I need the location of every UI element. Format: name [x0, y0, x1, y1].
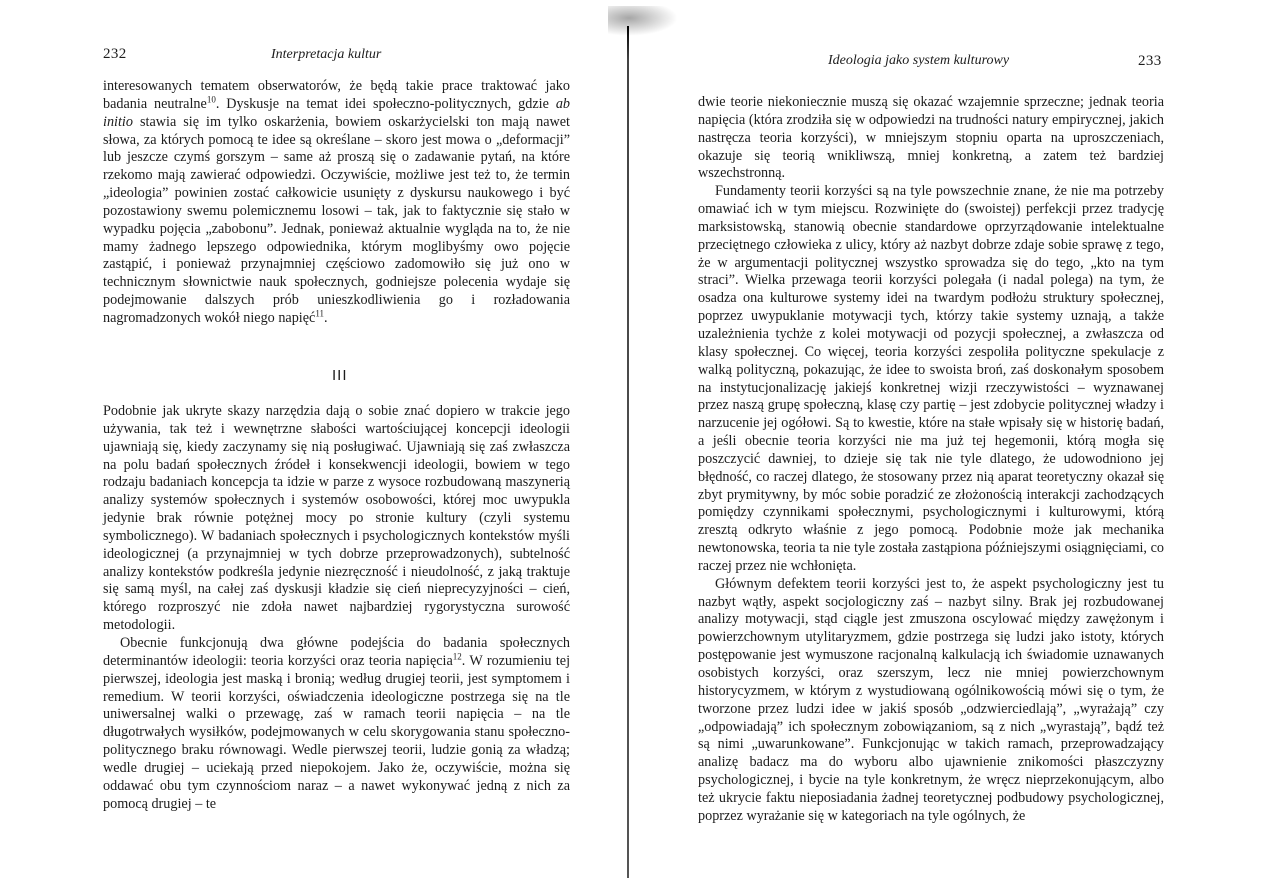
left-page: [0, 0, 628, 894]
running-head: Ideologia jako system kulturowy: [828, 53, 1010, 68]
section-heading: III: [332, 367, 348, 384]
footnote-ref[interactable]: 10: [206, 94, 216, 105]
body-text-block: [103, 403, 570, 813]
body-text-block: [103, 78, 570, 328]
running-head: Interpretacja kultur: [271, 47, 382, 62]
paragraph: Obecnie funkcjonują dwa główne podejścia do badania społecznych determinantów ideologii: teoria korzyści oraz teoria napięcia$^{12}$. W rozumieniu tej pierwszej, ideologia jest maską i bronią; według drugiej teorii, jest symptomem i remedium. W teorii korzyści, oświadczenia ideologiczne postrzega się na tle uniwersalnej walki o przewagę, zaś w ramach teorii napięcia – na tle długotrwałych wysiłków, podejmowanych w celu skorygowania stanu społeczno-politycznego braku równowagi. Wedle pierwszej teorii, ludzie gonią za władzą; wedle drugiej – uciekają przed niepokojem. Jako że, oczywiście, można się oddawać obu tym czynnościom naraz – a nawet wykonywać jedną z nich za pomocą drugiej – te: [103, 634, 571, 812]
paragraph: interesowanych tematem obserwatorów, że będą takie prace traktować jako badania neutralne$^{10}$. Dyskusje na temat idei społeczno-politycznych, gdzie ab initio stawia się im tylko oskarżenia, bowiem oskarżycielski ton mają nawet słowa, za których pomocą te idee są określane – skoro jest mowa o „deformacji” lub jeszcze czymś gorszym – same aż proszą się o zadawanie pytań, na które rzekomo mają zawierać odpowiedzi. Oczywiście, możliwe jest też to, że termin „ideologia” powinien zostać całkowicie usunięty z dyskursu naukowego i być pozostawiony swemu polemicznemu losowi – tak, jak to faktycznie się stało w wypadku pojęcia „zabobonu”. Jednak, ponieważ aktualnie wygląda na to, że nie mamy żadnego lepszego odpowiednika, którym moglibyśmy owo pojęcie zastąpić, i ponieważ przynajmniej częściowo zadomowiło się już ono w technicznym słownictwie nauk społecznych, godniejsze polecenia wydaje się podejmowanie dalszych prób unieszkodliwienia go i rozładowania nagromadzonych wokół niego napięć$^{11}$.: [103, 78, 570, 326]
paragraph: Podobnie jak ukryte skazy narzędzia dają o sobie znać dopiero w trakcie jego używania, tak też i wewnętrzne słabości wartościującej koncepcji ideologii ujawniają się, kiedy zaczynamy się nią posługiwać. Ujawniają się zaś zwłaszcza na polu badań społecznych źródeł i konsekwencji ideologii, bowiem w tego rodzaju badaniach koncepcja ta idzie w parze z wysoce rozbudowaną maszynerią analizy systemów społecznych i systemów osobowości, której moc uwypukla jedynie brak równie potężnej mocy po stronie kultury (czyli systemu symbolicznego). W badaniach społecznych i psychologicznych kontekstów myśli ideologicznej (a przynajmniej w tych dobrze przeprowadzonych), subtelność analizy kontekstów podkreśla jedynie niezręczność i nieudolność, z jaką traktuje się samą myśl, na całej zaś dyskusji kładzie się cień nieprecyzyjności – cień, którego rozproszyć nie zdoła nawet najbardziej rygorystyczna surowość metodologii.: [103, 403, 570, 634]
page-number: 232: [103, 46, 127, 62]
footnote-ref[interactable]: 11: [315, 308, 325, 319]
right-page: [630, 0, 1262, 894]
paragraph: Fundamenty teorii korzyści są na tyle powszechnie znane, że nie ma potrzeby omawiać ich w tym miejscu. Rozwinięte do (swoistej) perfekcji przez tradycję marksistowską, stanowią obecnie standardowe oprzyrządowanie intelektualne przeciętnego człowieka z ulicy, który aż nazbyt dobrze zdaje sobie sprawę z tego, że w argumentacji politycznej wszystko sprowadza się do tego, „kto na tym straci”. Wielka przewaga teorii korzyści polegała (i nadal polega) na tym, że osadza ona kulturowe systemy idei na twardym podłożu struktury społecznej, poprzez uwypuklanie motywacji tych, którzy takie systemy uznają, a także uzależnienia tychże z kolei motywacji od pozycji społecznej, a zwłaszcza od klasy społecznej. Co więcej, teoria korzyści zespoliła polityczne spekulacje z walką polityczną, pokazując, że idee to swoista broń, zaś doskonałym sposobem na instytucjonalizację jakiejś konkretnej wizji rzeczywistości – wyznawanej przez naszą grupę społeczną, klasę czy partię – jest zdobycie politycznej władzy i narzucenie jej ogółowi. Są to kwestie, które na stałe wpisały się w historię badań, a jeśli obecnie teoria korzyści nie ma już tej hegemonii, którą mogła się poszczycić dawniej, to dzieje się tak nie tyle dlatego, że udowodniono jej błędność, co raczej dlatego, że stosowany przez nią aparat teoretyczny okazał się zbyt prymitywny, by móc sobie poradzić ze złożonością interakcji zachodzących pomiędzy czynnikami społecznymi, psychologicznymi i kulturowymi, którą zresztą odkryto właśnie z jego pomocą. Podobnie może jak mechanika newtonowska, teoria ta nie tyle została zastąpiona późniejszymi osiągnięciami, co raczej przez nie wchłonięta.: [698, 183, 1164, 574]
paragraph: Głównym defektem teorii korzyści jest to, że aspekt psychologiczny jest tu nazbyt wątły, aspekt socjologiczny zaś – nazbyt silny. Brak jej rozbudowanej analizy motywacji, stąd ciągle jest zmuszona oscylować między zawężonym i powierzchownym utylitaryzmem, gdzie postrzega się ludzi jako istoty, których postępowanie jest wymuszone racjonalną kalkulacją ich świadomie uznawanych osobistych korzyści, oraz szerszym, lecz nie mniej powierzchownym historycyzmem, w którym z wystudiowaną ogólnikowością mówi się o tym, że tworzone przez ludzi idee w jakiś sposób „odzwierciedlają”, „wyrażają” czy „odpowiadają” ich społecznym zobowiązaniom, są z nich „wyrastają”, bądź też są nimi „uwarunkowane”. Funkcjonując w takich ramach, przeprowadzający analizę badacz ma do wyboru albo ujawnienie znikomości płaszczyzny psychologicznej, i bycie na tyle konkretnym, że wręcz nieprzekonującym, albo też ukrycie faktu nieposiadania żadnej teoretycznej podbudowy psychologicznej, poprzez wyrażanie się w kategoriach na tyle ogólnych, że: [698, 575, 1164, 824]
footnote-ref[interactable]: 12: [452, 651, 462, 662]
page-number: 233: [1138, 53, 1162, 69]
body-text-block: [698, 94, 1164, 826]
paragraph: dwie teorie niekoniecznie muszą się okazać wzajemnie sprzeczne; jednak teoria napięcia (która zrodziła się w odpowiedzi na trudności natury empirycznej, jakich nastręcza teoria korzyści), w mniejszym stopniu oparta na uproszczeniach, okazuje się teorią wnikliwszą, mniej konkretną, a zatem też bardziej wszechstronną.: [698, 94, 1164, 182]
